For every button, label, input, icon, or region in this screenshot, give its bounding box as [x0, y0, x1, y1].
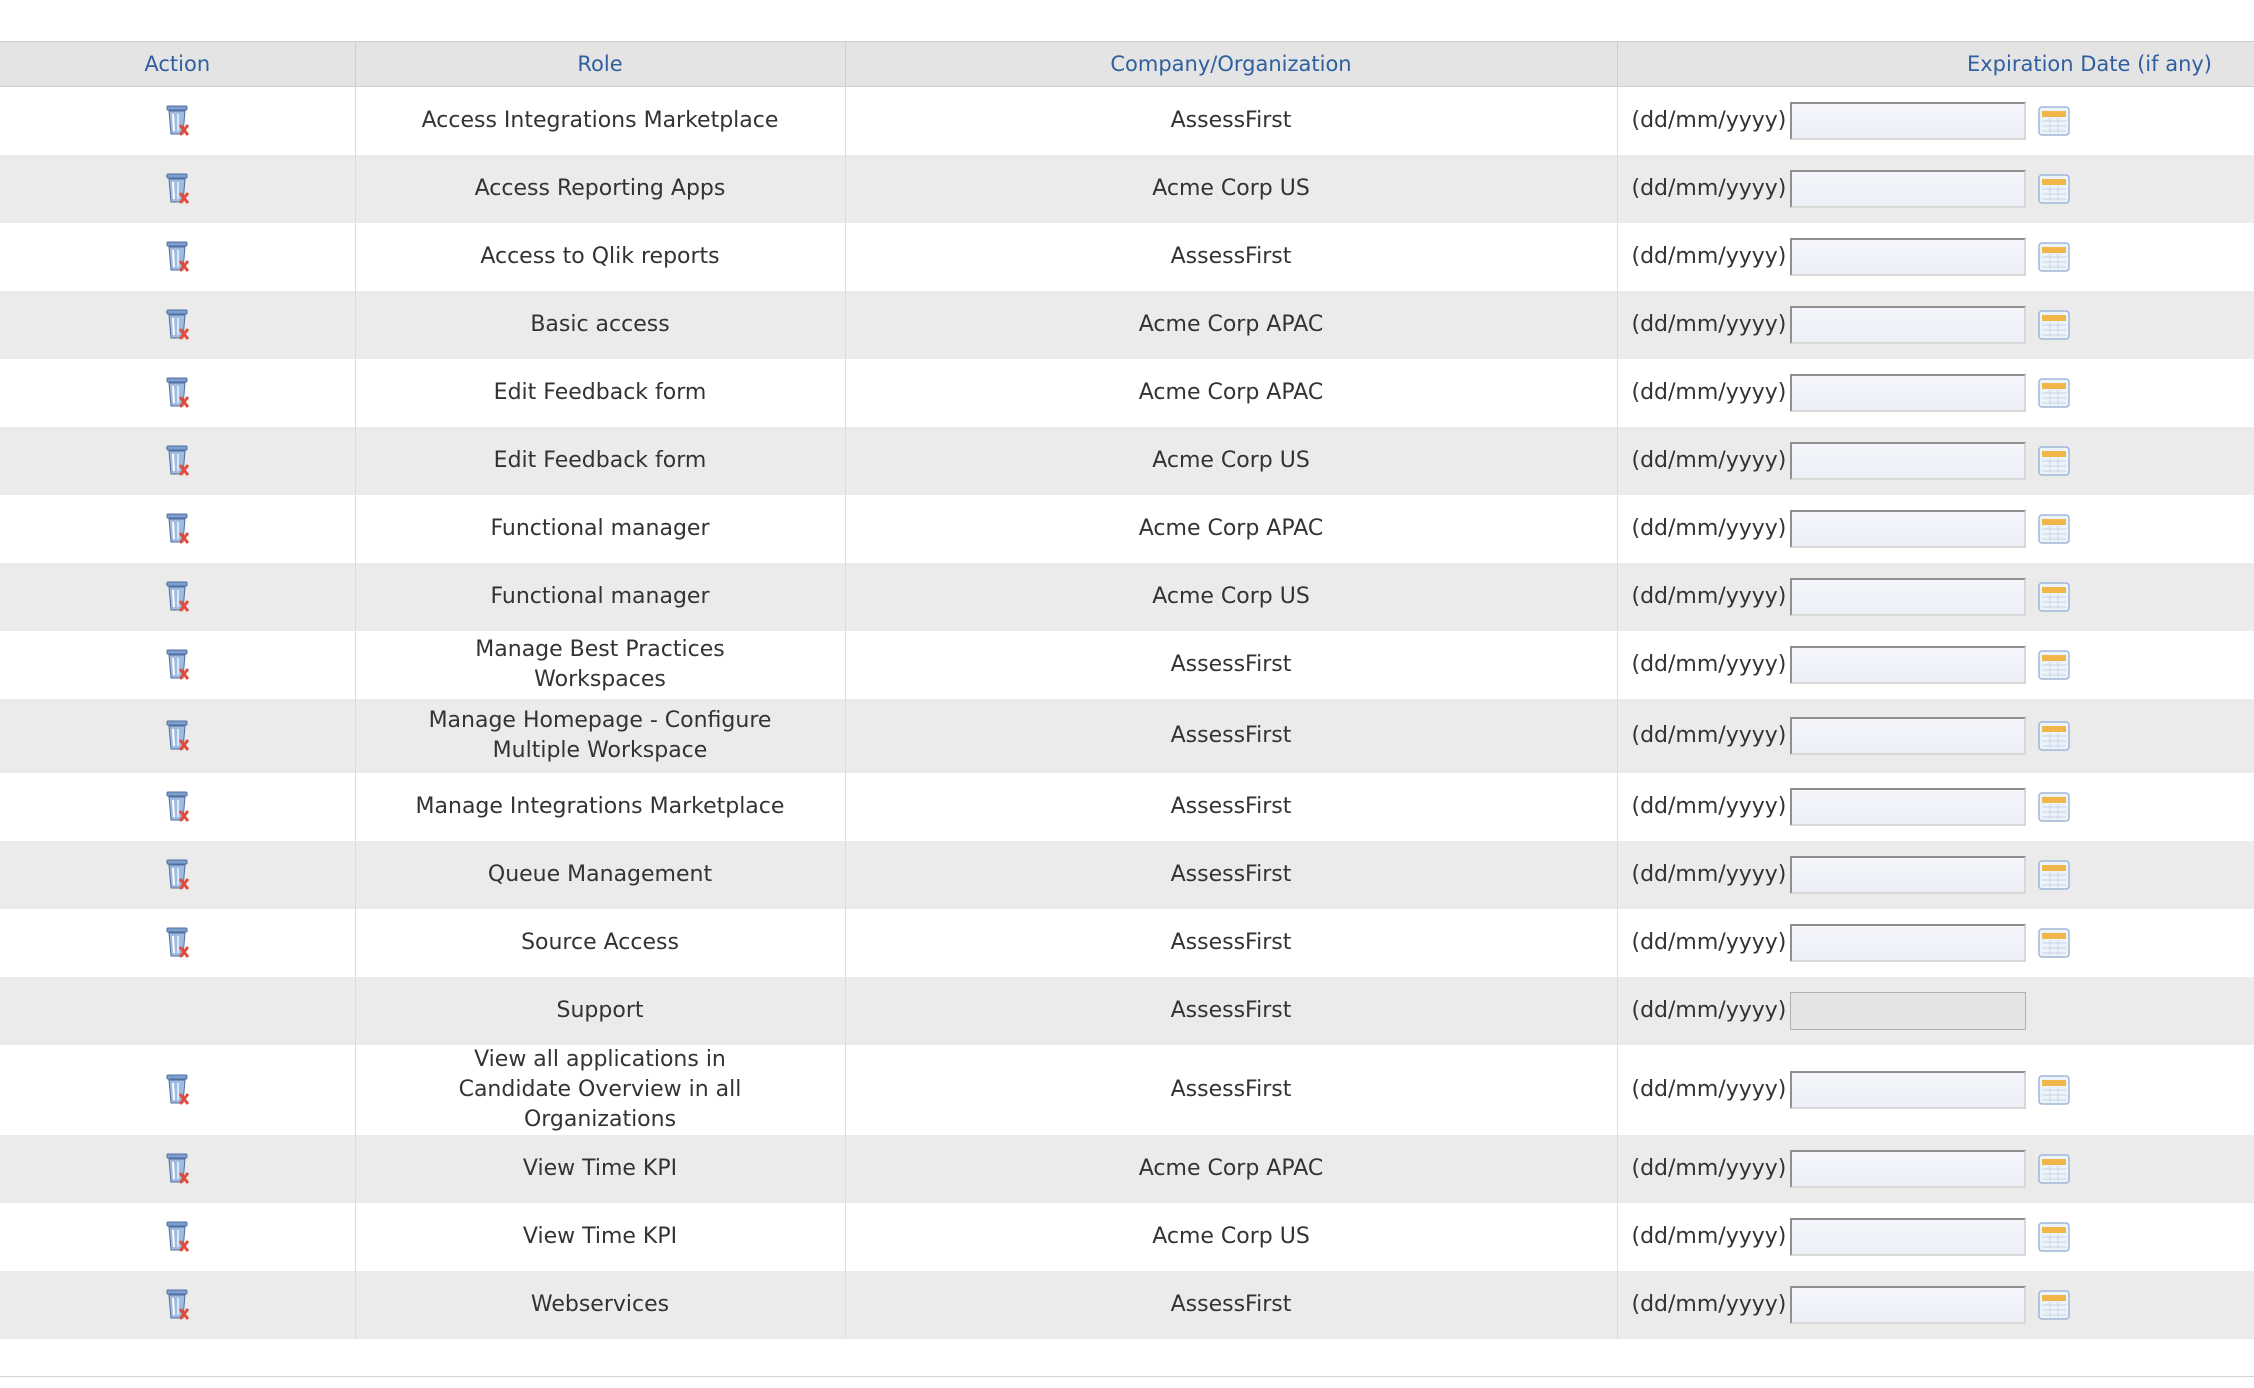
roles-table-container: [0, 41, 2254, 1339]
company-cell: Acme Corp US: [845, 1203, 1617, 1271]
calendar-icon[interactable]: [2036, 375, 2072, 411]
expiration-date-input[interactable]: [1790, 924, 2026, 962]
expiration-cell: [1617, 223, 2254, 291]
table-row: [0, 909, 2254, 977]
company-cell: AssessFirst: [845, 773, 1617, 841]
trash-delete-icon[interactable]: [162, 1152, 192, 1186]
expiration-date-input[interactable]: [1790, 306, 2026, 344]
company-cell: AssessFirst: [845, 909, 1617, 977]
expiration-date-input[interactable]: [1790, 510, 2026, 548]
expiration-cell: [1617, 359, 2254, 427]
table-row: [0, 1135, 2254, 1203]
action-cell: [0, 909, 355, 977]
expiration-cell: [1617, 909, 2254, 977]
trash-delete-icon[interactable]: [162, 926, 192, 960]
expiration-date-input[interactable]: [1790, 788, 2026, 826]
role-cell: Edit Feedback form: [355, 359, 845, 427]
date-format-hint: (dd/mm/yyyy): [1631, 175, 1787, 201]
company-cell: AssessFirst: [845, 223, 1617, 291]
action-cell: [0, 223, 355, 291]
company-cell: Acme Corp APAC: [845, 291, 1617, 359]
trash-delete-icon[interactable]: [162, 648, 192, 682]
expiration-date-input[interactable]: [1790, 717, 2026, 755]
trash-delete-icon[interactable]: [162, 512, 192, 546]
company-cell: Acme Corp APAC: [845, 359, 1617, 427]
calendar-icon[interactable]: [2036, 1072, 2072, 1108]
role-cell: View Time KPI: [355, 1135, 845, 1203]
column-header-expiration: Expiration Date (if any): [1617, 42, 2254, 87]
company-cell: Acme Corp US: [845, 427, 1617, 495]
action-cell: [0, 1271, 355, 1339]
expiration-cell: [1617, 699, 2254, 773]
table-row: [0, 1203, 2254, 1271]
calendar-icon[interactable]: [2036, 718, 2072, 754]
date-format-hint: (dd/mm/yyyy): [1631, 861, 1787, 887]
calendar-icon[interactable]: [2036, 171, 2072, 207]
date-format-hint: (dd/mm/yyyy): [1631, 515, 1787, 541]
expiration-cell: [1617, 841, 2254, 909]
table-row: [0, 427, 2254, 495]
date-format-hint: (dd/mm/yyyy): [1631, 379, 1787, 405]
date-format-hint: (dd/mm/yyyy): [1631, 311, 1787, 337]
expiration-cell: [1617, 155, 2254, 223]
company-cell: Acme Corp US: [845, 563, 1617, 631]
calendar-icon[interactable]: [2036, 789, 2072, 825]
action-cell: [0, 841, 355, 909]
trash-delete-icon[interactable]: [162, 580, 192, 614]
table-row: [0, 699, 2254, 773]
table-row: [0, 291, 2254, 359]
role-cell: Support: [355, 977, 845, 1045]
role-cell: Access Integrations Marketplace: [355, 87, 845, 155]
date-format-hint: (dd/mm/yyyy): [1631, 1076, 1787, 1102]
table-row: [0, 1271, 2254, 1339]
trash-delete-icon[interactable]: [162, 1073, 192, 1107]
role-cell: Access to Qlik reports: [355, 223, 845, 291]
calendar-icon[interactable]: [2036, 239, 2072, 275]
expiration-cell: [1617, 427, 2254, 495]
calendar-icon[interactable]: [2036, 1287, 2072, 1323]
role-cell: Manage Integrations Marketplace: [355, 773, 845, 841]
action-cell: [0, 155, 355, 223]
action-cell: [0, 631, 355, 699]
expiration-cell: [1617, 291, 2254, 359]
trash-delete-icon[interactable]: [162, 1220, 192, 1254]
date-format-hint: (dd/mm/yyyy): [1631, 107, 1787, 133]
expiration-date-input[interactable]: [1790, 578, 2026, 616]
company-cell: Acme Corp US: [845, 155, 1617, 223]
expiration-cell: [1617, 1045, 2254, 1135]
role-cell: Manage Best Practices Workspaces: [355, 631, 845, 699]
expiration-cell: [1617, 1271, 2254, 1339]
role-cell: View all applications in Candidate Overview in all Organizations: [355, 1045, 845, 1135]
table-row: [0, 1045, 2254, 1135]
company-cell: AssessFirst: [845, 1045, 1617, 1135]
action-cell: [0, 563, 355, 631]
role-cell: Webservices: [355, 1271, 845, 1339]
table-header-row: [0, 42, 2254, 87]
date-format-hint: (dd/mm/yyyy): [1631, 997, 1787, 1023]
table-row: [0, 495, 2254, 563]
expiration-cell: [1617, 495, 2254, 563]
company-cell: Acme Corp APAC: [845, 495, 1617, 563]
calendar-icon[interactable]: [2036, 103, 2072, 139]
role-cell: Source Access: [355, 909, 845, 977]
calendar-icon[interactable]: [2036, 579, 2072, 615]
table-row: [0, 773, 2254, 841]
table-row: [0, 223, 2254, 291]
role-cell: Access Reporting Apps: [355, 155, 845, 223]
table-row: [0, 631, 2254, 699]
action-cell: [0, 427, 355, 495]
action-cell: [0, 87, 355, 155]
table-row: [0, 155, 2254, 223]
action-cell: [0, 977, 355, 1045]
expiration-date-input[interactable]: [1790, 374, 2026, 412]
calendar-icon[interactable]: [2036, 307, 2072, 343]
action-cell: [0, 1203, 355, 1271]
role-cell: Edit Feedback form: [355, 427, 845, 495]
company-cell: AssessFirst: [845, 87, 1617, 155]
action-cell: [0, 495, 355, 563]
calendar-icon[interactable]: [2036, 1219, 2072, 1255]
trash-delete-icon[interactable]: [162, 790, 192, 824]
trash-delete-icon[interactable]: [162, 240, 192, 274]
role-cell: Queue Management: [355, 841, 845, 909]
calendar-icon[interactable]: [2036, 511, 2072, 547]
role-cell: Manage Homepage - Configure Multiple Workspace: [355, 699, 845, 773]
expiration-date-input[interactable]: [1790, 646, 2026, 684]
expiration-cell: [1617, 977, 2254, 1045]
column-header-role: Role: [355, 42, 845, 87]
date-format-hint: (dd/mm/yyyy): [1631, 447, 1787, 473]
company-cell: AssessFirst: [845, 1271, 1617, 1339]
calendar-icon[interactable]: [2036, 647, 2072, 683]
column-header-company: Company/Organization: [845, 42, 1617, 87]
company-cell: AssessFirst: [845, 699, 1617, 773]
table-row: [0, 563, 2254, 631]
expiration-date-input[interactable]: [1790, 238, 2026, 276]
date-format-hint: (dd/mm/yyyy): [1631, 583, 1787, 609]
expiration-cell: [1617, 1135, 2254, 1203]
company-cell: AssessFirst: [845, 841, 1617, 909]
calendar-icon[interactable]: [2036, 925, 2072, 961]
expiration-cell: [1617, 87, 2254, 155]
date-format-hint: (dd/mm/yyyy): [1631, 651, 1787, 677]
expiration-date-input[interactable]: [1790, 856, 2026, 894]
trash-delete-icon[interactable]: [162, 444, 192, 478]
role-cell: Functional manager: [355, 495, 845, 563]
table-row: [0, 977, 2254, 1045]
trash-delete-icon[interactable]: [162, 308, 192, 342]
expiration-cell: [1617, 1203, 2254, 1271]
expiration-date-input[interactable]: [1790, 1286, 2026, 1324]
action-cell: [0, 359, 355, 427]
bottom-divider: [0, 1376, 2254, 1377]
action-cell: [0, 1135, 355, 1203]
calendar-icon[interactable]: [2036, 443, 2072, 479]
date-format-hint: (dd/mm/yyyy): [1631, 243, 1787, 269]
date-format-hint: (dd/mm/yyyy): [1631, 1155, 1787, 1181]
action-cell: [0, 773, 355, 841]
expiration-cell: [1617, 631, 2254, 699]
trash-delete-icon[interactable]: [162, 104, 192, 138]
calendar-icon[interactable]: [2036, 857, 2072, 893]
role-cell: Basic access: [355, 291, 845, 359]
expiration-date-input[interactable]: [1790, 1150, 2026, 1188]
date-format-hint: (dd/mm/yyyy): [1631, 1291, 1787, 1317]
column-header-action: Action: [0, 42, 355, 87]
company-cell: AssessFirst: [845, 631, 1617, 699]
company-cell: Acme Corp APAC: [845, 1135, 1617, 1203]
action-cell: [0, 1045, 355, 1135]
expiration-date-input[interactable]: [1790, 102, 2026, 140]
expiration-date-input: [1790, 992, 2026, 1030]
expiration-date-input[interactable]: [1790, 1071, 2026, 1109]
role-cell: Functional manager: [355, 563, 845, 631]
trash-delete-icon[interactable]: [162, 172, 192, 206]
action-cell: [0, 699, 355, 773]
company-cell: AssessFirst: [845, 977, 1617, 1045]
table-body: [0, 87, 2254, 1339]
trash-delete-icon[interactable]: [162, 376, 192, 410]
expiration-cell: [1617, 773, 2254, 841]
table-row: [0, 359, 2254, 427]
expiration-date-input[interactable]: [1790, 170, 2026, 208]
trash-delete-icon[interactable]: [162, 1288, 192, 1322]
table-row: [0, 841, 2254, 909]
expiration-date-input[interactable]: [1790, 442, 2026, 480]
trash-delete-icon[interactable]: [162, 719, 192, 753]
calendar-icon[interactable]: [2036, 1151, 2072, 1187]
role-cell: View Time KPI: [355, 1203, 845, 1271]
date-format-hint: (dd/mm/yyyy): [1631, 793, 1787, 819]
expiration-date-input[interactable]: [1790, 1218, 2026, 1256]
action-cell: [0, 291, 355, 359]
expiration-cell: [1617, 563, 2254, 631]
table-row: [0, 87, 2254, 155]
date-format-hint: (dd/mm/yyyy): [1631, 929, 1787, 955]
date-format-hint: (dd/mm/yyyy): [1631, 722, 1787, 748]
trash-delete-icon[interactable]: [162, 858, 192, 892]
roles-table: [0, 41, 2254, 1339]
date-format-hint: (dd/mm/yyyy): [1631, 1223, 1787, 1249]
